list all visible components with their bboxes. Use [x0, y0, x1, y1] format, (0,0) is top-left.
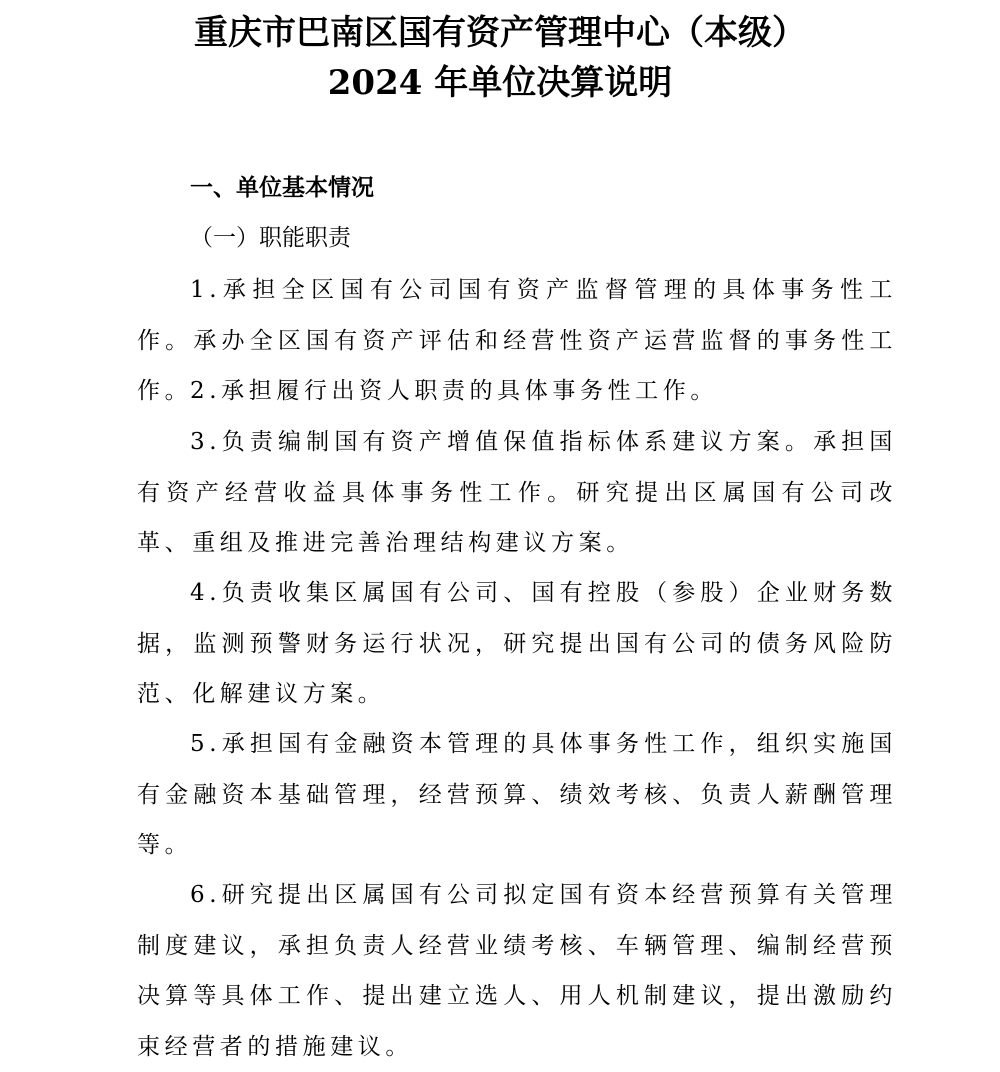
paragraph-2: 2.承担履行出资人职责的具体事务性工作。	[190, 378, 718, 404]
document-title-line2: 2024 年单位决算说明	[327, 63, 673, 103]
document-title-line1: 重庆市巴南区国有资产管理中心（本级）	[194, 13, 806, 53]
subsection-heading: （一）职能职责	[190, 225, 351, 251]
paragraph-5: 5.承担国有金融资本管理的具体事务性工作，组织实施国有金融资本基础管理，经营预算、绩效考核、负责人薪酬管理等。	[137, 731, 897, 858]
paragraph-1: 1.承担全区国有公司国有资产监督管理的具体事务性工作。承办全区国有资产评估和经营性资产运营监督的事务性工作。	[137, 277, 897, 404]
paragraph-4: 4.负责收集区属国有公司、国有控股（参股）企业财务数据，监测预警财务运行状况，研究提出国有公司的债务风险防范、化解建议方案。	[137, 580, 897, 707]
section-heading: 一、单位基本情况	[190, 175, 374, 201]
paragraph-6: 6.研究提出区属国有公司拟定国有资本经营预算有关管理制度建议，承担负责人经营业绩考核、车辆管理、编制经营预决算等具体工作、提出建立选人、用人机制建议，提出激励约束经营者的措施建议。	[137, 882, 897, 1060]
paragraph-3: 3.负责编制国有资产增值保值指标体系建议方案。承担国有资产经营收益具体事务性工作。研究提出区属国有公司改革、重组及推进完善治理结构建议方案。	[137, 429, 897, 556]
